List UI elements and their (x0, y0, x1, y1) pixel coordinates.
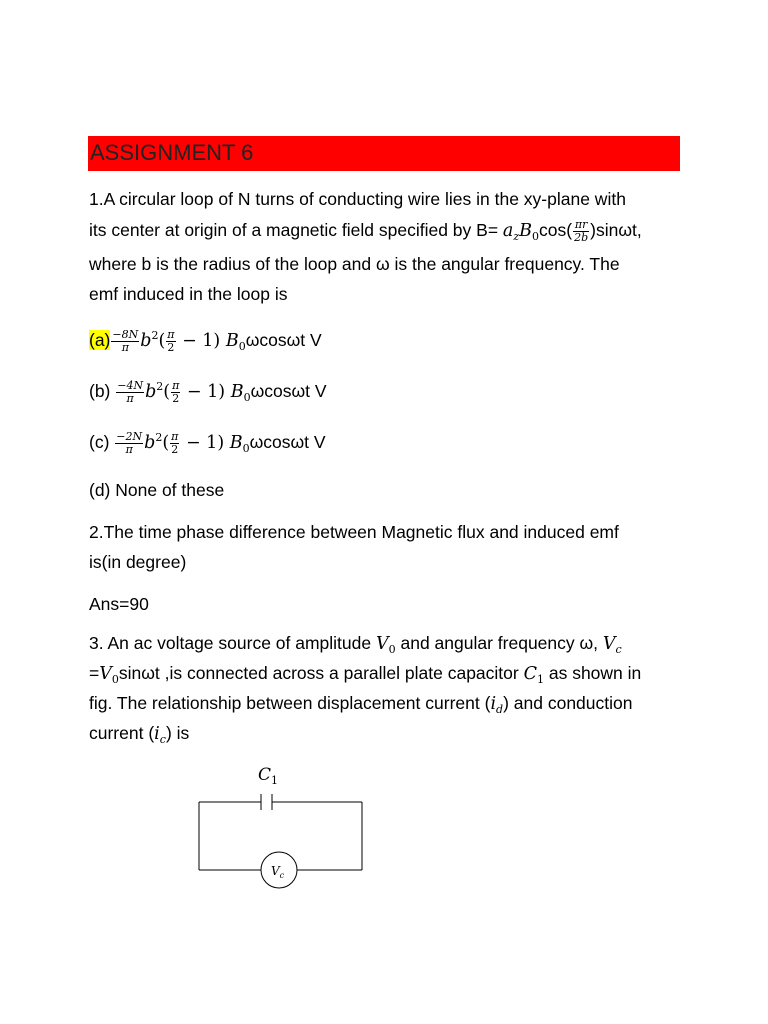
q2-line-1: 2.The time phase difference between Magnetic flux and induced emf (89, 522, 619, 542)
q1-field-fraction: $\frac{\pi r}{2b}$ (574, 218, 589, 244)
ac-source-label: $V_c$ (271, 864, 285, 880)
q1-line-2: its center at origin of a magnetic field specified by $B= a_zB_0\cos$( $\frac{\pi r}{2b}$ )sinωt, (89, 218, 642, 244)
q3-line-1: 3. An ac voltage source of amplitude $V_0$ and angular frequency ω, $V_c$ (89, 633, 622, 656)
q1-line-1: 1.A circular loop of N turns of conducting wire lies in the xy-plane with (89, 189, 626, 209)
q1-line-2-text: its center at origin of a magnetic field specified by B= (89, 220, 499, 241)
option-label: (c) (89, 432, 115, 453)
q1-option-b[interactable]: (b) $\frac{-4N}{\pi}$ $b^2$( $\frac{\pi}{2}$ − 1) $B_0\omega\cos\omega t$ V (89, 379, 327, 405)
q3-line-3: fig. The relationship between displacement current $(i_d)$ and conduction (89, 693, 633, 716)
q3-line-4: current $(i_c)$ is (89, 723, 190, 746)
q1-option-a[interactable]: (a) $\frac{-8N}{\pi}$ $b^2$( $\frac{\pi}{2}$ − 1) $B_0\omega\cos\omega t$ V (89, 328, 322, 354)
capacitor-label: $C_1$ (258, 765, 279, 787)
q1-line-3: where b is the radius of the loop and ω is the angular frequency. The (89, 254, 620, 274)
q1-option-c[interactable]: (c) $\frac{-2N}{\pi}$ $b^2$( $\frac{\pi}{2}$ − 1) $B_0\omega\cos\omega t$ V (89, 430, 326, 456)
capacitor-circuit-diagram (180, 760, 380, 890)
assignment-title-bar (88, 136, 680, 171)
q2-line-2: is(in degree) (89, 552, 187, 572)
option-label: (b) (89, 381, 116, 402)
option-label: (a) (89, 330, 111, 351)
assignment-title: ASSIGNMENT 6 (90, 140, 254, 165)
q3-line-2: $=V_0\sin\omega t$ ,is connected across a parallel plate capacitor $C_1$ as shown in (89, 663, 642, 686)
q1-line-4: emf induced in the loop is (89, 284, 288, 304)
q1-option-d[interactable]: (d) None of these (89, 480, 225, 500)
q2-answer: Ans=90 (89, 594, 149, 614)
